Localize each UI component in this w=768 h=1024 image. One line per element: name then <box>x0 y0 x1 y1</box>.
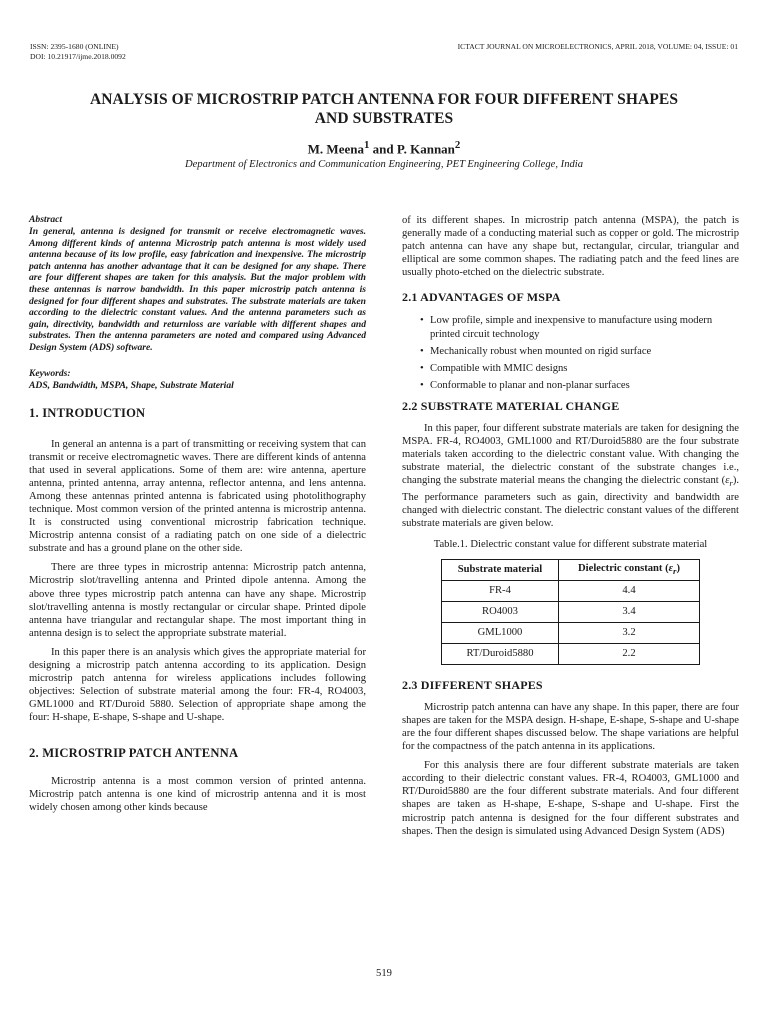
section-2-paragraph-1: Microstrip antenna is a most common version of printed antenna. Microstrip patch antenna is one kind of microstrip antenna and it is most widely chosen among other kinds because <box>29 775 366 813</box>
table-1-caption: Table.1. Dielectric constant value for different substrate material <box>433 538 708 550</box>
keywords-text: ADS, Bandwidth, MSPA, Shape, Substrate Material <box>29 379 234 391</box>
journal-header: ICTACT JOURNAL ON MICROELECTRONICS, APRIL 2018, VOLUME: 04, ISSUE: 01 <box>457 42 738 51</box>
authors <box>30 139 738 157</box>
authors-and: and <box>369 141 397 157</box>
table-row <box>442 601 700 622</box>
dielectric-constant-table <box>441 559 700 665</box>
title-line-2: AND SUBSTRATES <box>314 110 454 127</box>
table-header-material: Substrate material <box>442 559 559 580</box>
abstract-text: In general, antenna is designed for transmit or receive electromagnetic waves. Among different kinds of antenna Microstrip patch antenna is most widely used antenna because of its low profile, easy fabrication and inexpensive. The microstrip patch antenna has another advantage that it can be designed for any shape. There are four different shapes are taken for this analysis. But the major problem with these antennas is narrow bandwidth. In this paper microstrip patch antenna is designed for four different shapes and substrates. The substrate materials are taken according to the dielectric constant values. And the antenna parameters such as gain, directivity, bandwidth and returnloss are variable with different shapes and substrates. Then the antenna parameters are noted and compared using Advanced Design System (ADS) software. <box>29 226 366 353</box>
list-item: • Low profile, simple and inexpensive to manufacture using modern printed circuit technology <box>420 315 713 340</box>
section-2-2-heading: 2.2 SUBSTRATE MATERIAL CHANGE <box>402 398 620 413</box>
table-cell-material: GML1000 <box>442 622 559 643</box>
section-2-3-heading: 2.3 DIFFERENT SHAPES <box>402 677 543 692</box>
epsilon-subscript: r <box>729 478 733 489</box>
author-2: P. Kannan <box>396 141 455 157</box>
affiliation: Department of Electronics and Communication Engineering, PET Engineering College, India <box>184 159 584 170</box>
paper-title <box>30 90 738 128</box>
title-line-1: ANALYSIS OF MICROSTRIP PATCH ANTENNA FOR FOUR DIFFERENT SHAPES <box>89 91 679 108</box>
author-2-affil-mark: 2 <box>454 139 461 151</box>
section-1-heading: 1. INTRODUCTION <box>29 405 146 420</box>
right-column <box>402 214 739 844</box>
list-item: • Conformable to planar and non-planar surfaces <box>420 379 630 391</box>
table-header-dielectric: Dielectric constant $(\varepsilon_r)$ <box>559 559 700 580</box>
epsilon-symbol: ε <box>725 475 730 487</box>
section-2-3-paragraph-1: Microstrip patch antenna can have any shape. In this paper, there are four shapes are taken for the MSPA design. H-shape, E-shape, S-shape and U-shape are the four different shapes discussed below. The shape variations are helpful for the compactness of the patch antenna in its applications. <box>402 701 739 753</box>
table-cell-value: 2.2 <box>559 643 700 664</box>
issn-text: ISSN: 2395-1680 (ONLINE) <box>30 42 119 51</box>
author-1-affil-mark: 1 <box>363 139 370 151</box>
section-2-1-heading: 2.1 ADVANTAGES OF MSPA <box>402 290 561 305</box>
page-number: 519 <box>376 968 392 979</box>
list-item: • Compatible with MMIC designs <box>420 362 568 374</box>
table-cell-value: 3.4 <box>559 601 700 622</box>
table-cell-value: 3.2 <box>559 622 700 643</box>
keywords-heading: Keywords: <box>29 367 71 379</box>
section-2-paragraph-1-continued: of its different shapes. In microstrip patch antenna (MSPA), the patch is generally made of a conducting material such as copper or gold. The microstrip patch antenna can have any shape but, rectangular, circular, triangular and elliptical are some common shapes. The radiating patch and the feed lines are usually photo-etched on the dielectric substrate. <box>402 215 739 279</box>
section-2-heading: 2. MICROSTRIP PATCH ANTENNA <box>29 745 239 760</box>
section-2-3-paragraph-2: For this analysis there are four different substrate materials are taken according to their dielectric constant values. FR-4, RO4003, GML1000 and RT/Duroid5880 are the four different substrate materials. And four different shapes are taken as H-shape, E-shape, S-shape and U-shape. First the microstrip patch antenna is designed for the four different substrates and shapes. Then the design is simulated using Advanced Design System (ADS) <box>402 760 739 837</box>
table-row <box>442 580 700 601</box>
table-cell-value: 4.4 <box>559 580 700 601</box>
advantages-list <box>402 314 739 391</box>
table-cell-material: FR-4 <box>442 580 559 601</box>
table-cell-material: RO4003 <box>442 601 559 622</box>
table-row <box>442 622 700 643</box>
abstract-heading: Abstract <box>29 214 63 225</box>
section-2-2-paragraph: In this paper, four different substrate materials are taken for designing the MSPA. FR-4, RO4003, GML1000 and RT/Duroid5880 are the four substrate materials taken according to the dielectric constant value. With changing the substrate material, the dielectric constant of the substrate changes i.e., changing the substrate material means the changing the dielectric constant $(\varepsilon_r)$. The performance parameters such as gain, directivity and bandwidth are changed with dielectric constant. The dielectric constant values of the different substrate materials are given below. <box>402 422 739 529</box>
list-item: • Mechanically robust when mounted on rigid surface <box>420 345 652 357</box>
table-row <box>442 643 700 664</box>
left-column <box>29 214 366 820</box>
intro-paragraph-1: In general an antenna is a part of transmitting or receiving system that can transmit or receive electromagnetic waves. There are different kinds of antenna that used in several applications. Some of them are: wire antenna, aperture antenna, printed antenna, array antenna, reflector antenna, and lens antenna. Among these antennas printed antenna is fabricated using photolithography technique. Most common version of the printed antenna is microstrip antenna. It is constructed using conventional microstrip fabrication technique. Microstrip antenna consist of a radiating patch on one side of a dielectric substrate and has a ground plane on the other side. <box>29 438 366 555</box>
author-1: M. Meena <box>307 141 364 157</box>
table-cell-material: RT/Duroid5880 <box>442 643 559 664</box>
intro-paragraph-2: There are three types in microstrip antenna: Microstrip patch antenna, Microstrip slot/travelling antenna and Printed dipole antenna. Among the above three types microstrip patch antenna can have any shape. Microstrip slot/travelling antenna is mostly rectangular or circular shape. Printed dipole antenna have triangular and rectangular shape. The most important thing in antenna design is to select the appropriate substrate material. <box>29 562 366 639</box>
intro-paragraph-3: In this paper there is an analysis which gives the appropriate material for designing a microstrip patch antenna according to its application. Design microstrip patch antenna for wireless applications includes following objectives: Selection of substrate material among the four: FR-4, RO4003, GML1000 and RT/Duroid 5880. Selection of appropriate shape among the four: H-shape, E-shape, S-shape and U-shape. <box>29 646 366 724</box>
doi-text: DOI: 10.21917/ijme.2018.0092 <box>30 52 126 61</box>
header-left <box>30 42 126 62</box>
